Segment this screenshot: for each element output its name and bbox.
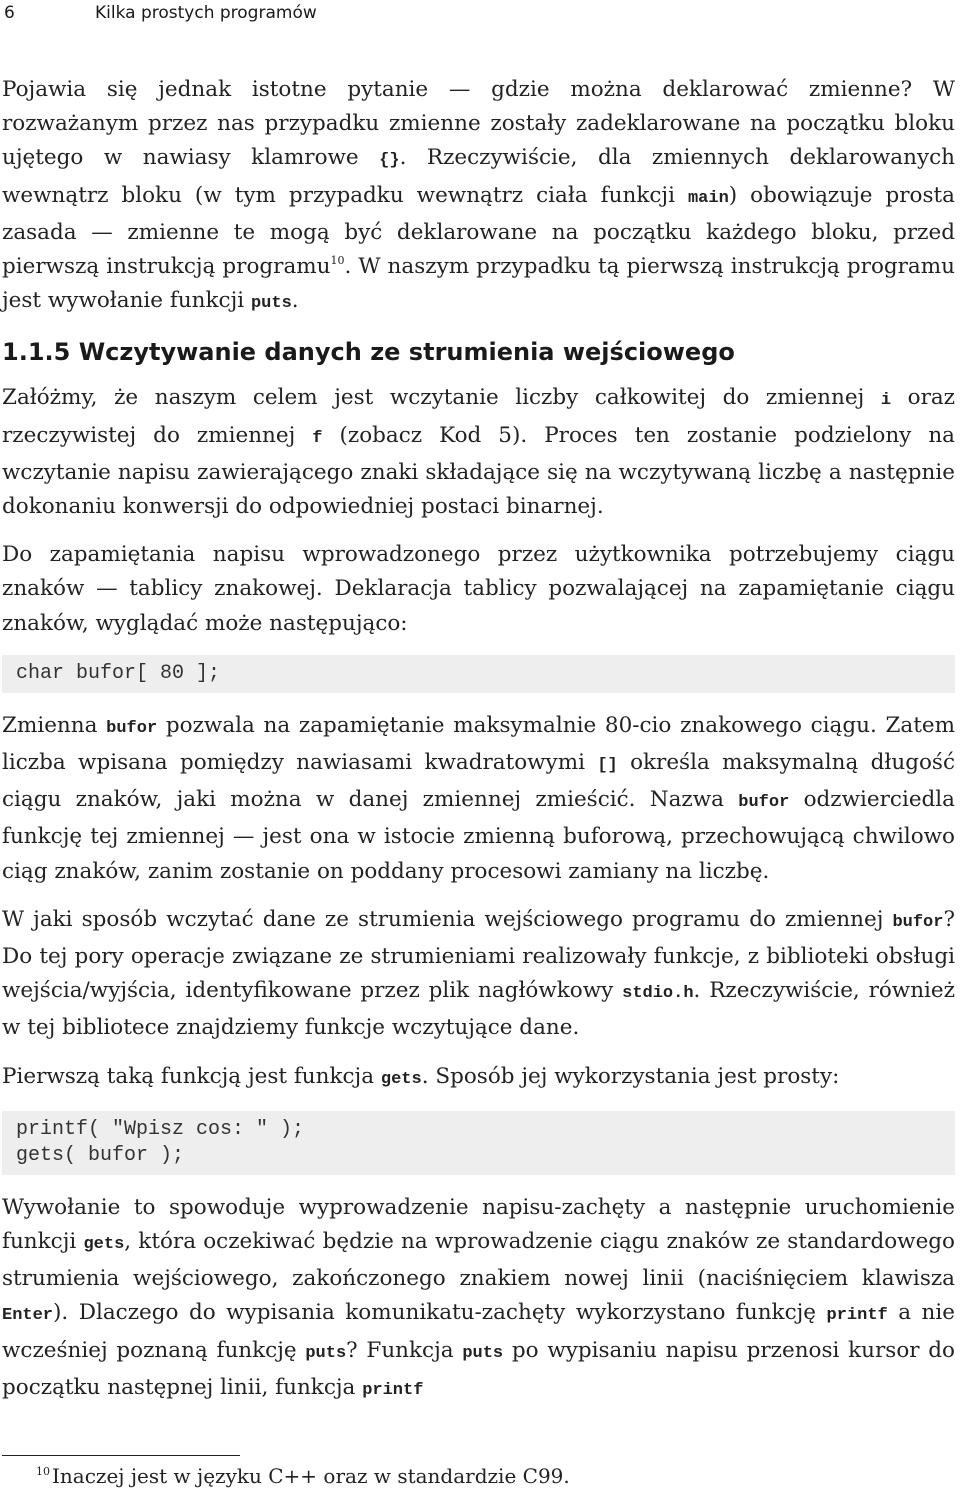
code-block-gets-example: printf( "Wpisz cos: " ); gets( bufor ); xyxy=(2,1111,955,1175)
inline-code: i xyxy=(880,391,892,411)
inline-code: Enter xyxy=(2,1306,54,1326)
inline-code: [] xyxy=(597,756,618,776)
chapter-title: Kilka prostych programów xyxy=(95,3,317,23)
inline-code: main xyxy=(687,188,729,208)
paragraph-char-array xyxy=(2,538,955,641)
page-body xyxy=(2,73,955,1422)
inline-code: gets xyxy=(380,1069,422,1089)
footnote-text: Inaczej jest w języku C++ oraz w standardzie C99. xyxy=(52,1464,570,1488)
text-run: Wywołanie to spowoduje wyprowadzenie napisu-zachęty a następnie uruchomienie funkcji xyxy=(2,1194,955,1255)
footnote-ref: 10 xyxy=(330,254,345,268)
paragraph-gets-explanation xyxy=(2,1191,955,1408)
inline-code: puts xyxy=(462,1343,504,1363)
paragraph-variable-declaration xyxy=(2,73,955,321)
inline-code: f xyxy=(312,428,323,448)
text-run: . xyxy=(291,288,299,314)
text-run: Pierwszą taką funkcją jest funkcja xyxy=(2,1063,381,1089)
inline-code: printf xyxy=(826,1306,888,1326)
inline-code: bufor xyxy=(106,718,158,738)
text-run: , która oczekiwać będzie na wprowadzenie ciągu znaków ze standardowego strumienia wejściowego, zakończonego znakiem nowej linii (naciśnięciem klawisza xyxy=(2,1229,955,1292)
section-heading: 1.1.5 Wczytywanie danych ze strumienia wejściowego xyxy=(2,338,735,367)
text-run: po wypisaniu napisu przenosi kursor do początku następnej linii, funkcja xyxy=(2,1337,955,1400)
text-run: W jaki sposób wczytać dane ze strumienia wejściowego programu do zmiennej xyxy=(2,906,893,932)
paragraph-stdio xyxy=(2,903,955,1046)
text-run: . Rzeczywiście, również w tej bibliotece znajdziemy funkcje wczytujące dane. xyxy=(2,978,955,1041)
paragraph-bufor xyxy=(2,709,955,889)
paragraph-reading-goal xyxy=(2,381,955,524)
text-run: ? Do tej pory operacje związane ze strumieniami realizowały funkcje, z biblioteki obsługi wejścia/wyjścia, identyfikowane przez plik nagłówkowy xyxy=(2,906,955,1004)
inline-code: stdio.h xyxy=(622,984,694,1004)
text-run: Pojawia się jednak istotne pytanie — gdzie można deklarować zmienne? W rozważanym przez nas przypadku zmienne zostały zadeklarowane na początku bloku ujętego w nawiasy klamrowe xyxy=(2,77,955,171)
text-run: odzwierciedla funkcję tej zmiennej — jest ona w istocie zmienną buforową, przechowującą chwilowo ciąg znaków, zanim zostanie on poddany procesowi zamiany na liczbę. xyxy=(2,787,956,884)
text-run: pozwala na zapamiętanie maksymalnie 80-cio znakowego ciągu. Zatem liczba wpisana pomiędzy nawiasami kwadratowymi xyxy=(2,712,955,776)
inline-code: gets xyxy=(83,1235,125,1255)
code-block-declaration: char bufor[ 80 ]; xyxy=(2,655,955,693)
text-run: określa maksymalną długość ciągu znaków, jaki można w danej zmiennej zmieścić. Nazwa xyxy=(2,750,956,813)
footnote-number: 10 xyxy=(36,1465,50,1478)
text-run: ? Funkcja xyxy=(346,1337,463,1363)
text-run: a nie wcześniej poznaną funkcję xyxy=(2,1300,956,1363)
paragraph-gets-intro xyxy=(2,1060,955,1097)
footnote xyxy=(36,1462,570,1490)
text-run: Zmienna xyxy=(2,712,107,738)
text-run: . W naszym przypadku tą pierwszą instrukcją programu jest wywołanie funkcji xyxy=(2,254,955,314)
inline-code: puts xyxy=(250,294,292,314)
text-run: ). Dlaczego do wypisania komunikatu-zachęty wykorzystano funkcję xyxy=(53,1300,827,1326)
text-run: (zobacz Kod 5). Proces ten zostanie podzielony na wczytanie napisu zawierającego znaki składające się na wczytywaną liczbę a następnie dokonaniu konwersji do odpowiedniej postaci binarnej. xyxy=(2,422,955,520)
text-run: oraz rzeczywistej do zmiennej xyxy=(2,385,955,448)
page-number: 6 xyxy=(4,3,15,23)
text-run: Do zapamiętania napisu wprowadzonego przez użytkownika potrzebujemy ciągu znaków — tablicy znakowej. Deklaracja tablicy pozwalającej na zapamiętanie ciągu znaków, wyglądać może następująco: xyxy=(2,542,955,636)
inline-code: bufor xyxy=(892,912,944,932)
inline-code: bufor xyxy=(738,793,790,813)
footnote-separator xyxy=(2,1455,240,1456)
inline-code: {} xyxy=(379,151,400,171)
text-run: Załóżmy, że naszym celem jest wczytanie liczby całkowitej do zmiennej xyxy=(2,385,881,411)
text-run: ) obowiązuje prosta zasada — zmienne te mogą być deklarowane na początku każdego bloku, przed pierwszą instrukcją programu xyxy=(2,182,955,280)
inline-code: puts xyxy=(305,1343,347,1363)
text-run: . Rzeczywiście, dla zmiennych deklarowanych wewnątrz bloku (w tym przypadku wewnątrz ciała funkcji xyxy=(2,145,956,208)
inline-code: printf xyxy=(362,1380,424,1400)
text-run: . Sposób jej wykorzystania jest prosty: xyxy=(421,1063,840,1089)
